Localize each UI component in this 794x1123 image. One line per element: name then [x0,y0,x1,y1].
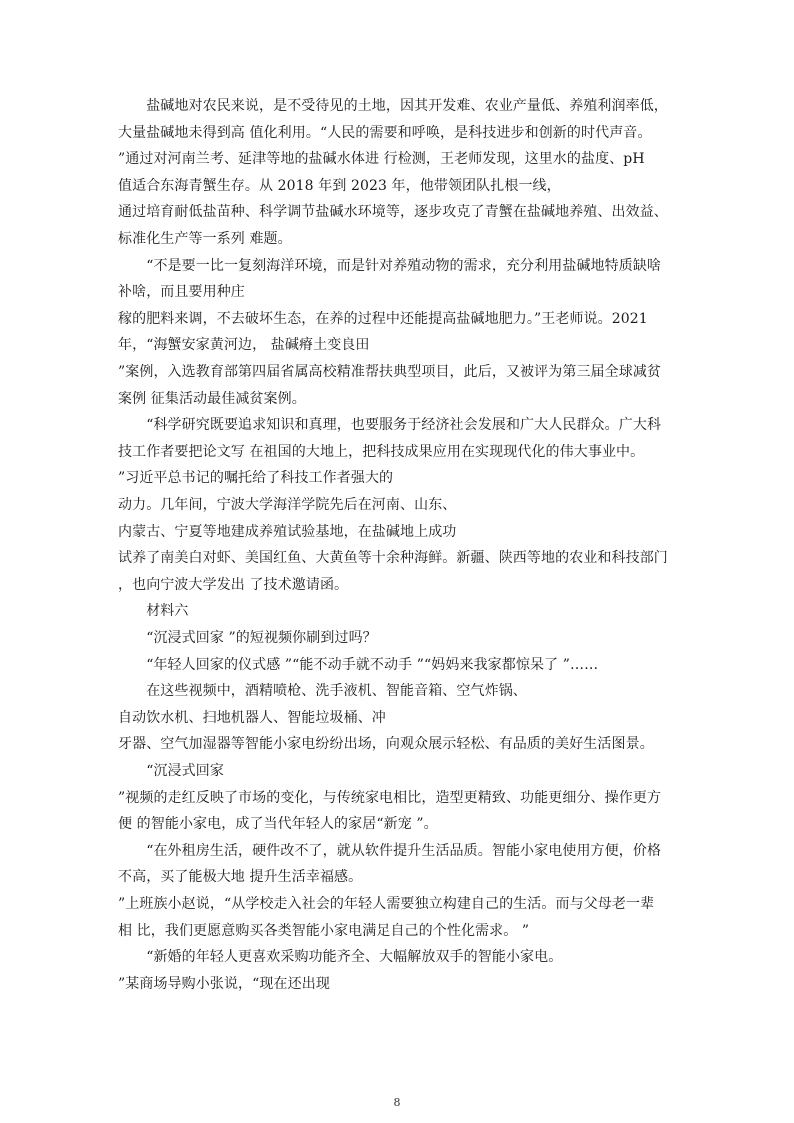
text-line: ，也向宁波大学发出 了技术邀请函。 [118,576,349,593]
text-line: 自动饮水机、扫地机器人、智能垃圾桶、冲 [118,709,386,726]
text-line: “沉浸式回家 ”的短视频你刷到过吗？ [118,630,377,646]
text-line: ”上班族小赵说，“从学校走入社会的年轻人需要独立构建自己的生活。而与父母老一辈 [118,896,655,912]
text-line: “不是要一比一复刻海洋环境，而是针对养殖动物的需求，充分利用盐碱地特质缺啥 [118,257,662,274]
text-line: 在这些视频中，酒精喷枪、洗手液机、智能音箱、空气炸锅、 [118,683,527,700]
text-line: 案例 征集活动最佳减贫案例。 [118,390,306,407]
text-line: 大量盐碱地未得到高 值化利用。“人民的需要和呼唤，是科技进步和创新的时代声音。 [118,124,652,141]
text-line: 相 比，我们更愿意购买各类智能小家电满足自己的个性化需求。 ” [118,922,530,939]
text-line: 不高，买了能极大地 提升生活幸福感。 [118,869,363,886]
text-line: “科学研究既要追求知识和真理，也要服务于经济社会发展和广大人民群众。广大科 [118,417,662,434]
text-line: “在外租房生活，硬件改不了，就从软件提升生活品质。智能小家电使用方便，价格 [118,842,662,859]
text-line: “年轻人回家的仪式感 ”“能不动手就不动手 ”“妈妈来我家都惊呆了 ”…… [118,656,599,673]
text-line: 材料六 [118,603,189,620]
text-line: 盐碱地对农民来说，是不受待见的土地，因其开发难、农业产量低、养殖利润率低， [118,98,668,114]
text-line: 补啥，而且要用种庄 [118,284,245,301]
text-line: ”通过对河南兰考、延津等地的盐碱水体进 行检测，王老师发现，这里水的盐度、pH [118,151,645,168]
text-line: “新婚的年轻人更喜欢采购功能齐全、大幅解放双手的智能小家电。 [118,949,563,966]
text-line: 试养了南美白对虾、美国红鱼、大黄鱼等十余种海鲜。新疆、陕西等地的农业和科技部门 [118,550,668,567]
text-line: ”某商场导购小张说，“现在还出现 [118,975,330,992]
text-line: 值适合东海青蟹生存。从 2018 年到 2023 年，他带领团队扎根一线， [118,177,561,194]
text-line: ”习近平总书记的嘱托给了科技工作者强大的 [118,470,394,487]
text-line: 年，“海蟹安家黄河边， 盐碱瘠土变良田 [118,337,370,354]
text-line: 稼的肥料来调，不去破坏生态，在养的过程中还能提高盐碱地肥力。”王老师说。2021 [118,310,648,327]
text-line: 便 的智能小家电，成了当代年轻人的家居“新宠 ”。 [118,816,438,833]
text-line: ”案例，入选教育部第四届省属高校精准帮扶典型项目，此后，又被评为第三届全球减贫 [118,364,662,380]
text-line: 技工作者要把论文写 在祖国的大地上，把科技成果应用在实现现代化的伟大事业中。 [118,443,645,460]
text-line: 标准化生产等一系列 难题。 [118,231,292,247]
page-number: 8 [393,1096,401,1109]
text-line: 通过培育耐低盐苗种、科学调节盐碱水环境等，逐步攻克了青蟹在盐碱地养殖、出效益、 [118,204,668,221]
text-line: 内蒙古、宁夏等地建成养殖试验基地，在盐碱地上成功 [118,523,457,540]
text-line: “沉浸式回家 [118,763,224,779]
text-line: 牙器、空气加湿器等智能小家电纷纷出场，向观众展示轻松、有品质的美好生活图景。 [118,736,654,753]
text-line: ”视频的走红反映了市场的变化，与传统家电相比，造型更精致、功能更细分、操作更方 [118,789,662,806]
text-line: 动力。几年间，宁波大学海洋学院先后在河南、山东、 [118,497,457,513]
